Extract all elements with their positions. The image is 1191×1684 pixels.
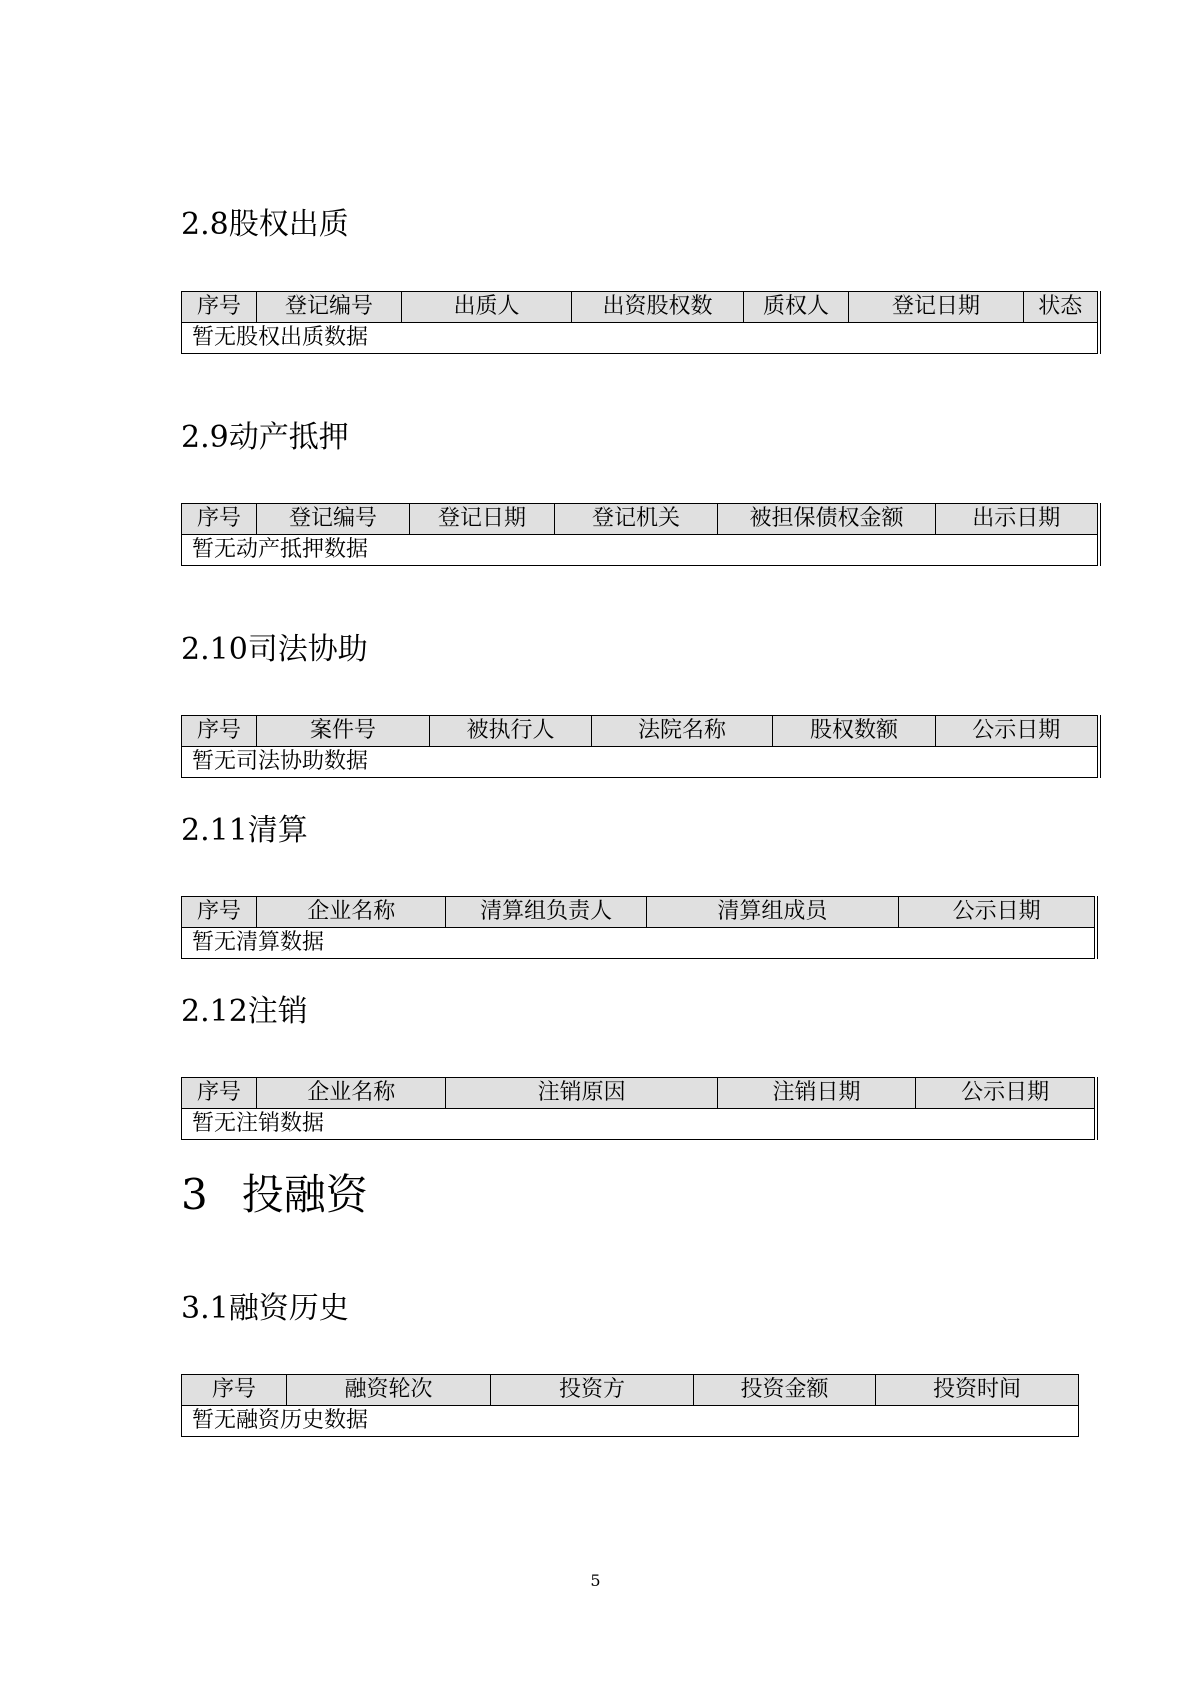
empty-row [182, 747, 1099, 778]
liquidation-table [181, 896, 1098, 959]
table-header-row [182, 292, 1099, 323]
column-header: 序号 [182, 504, 257, 535]
deregistration-table [181, 1077, 1098, 1140]
section-title-2-8: 2.8股权出质 [181, 207, 349, 242]
column-header: 序号 [182, 716, 257, 747]
column-header: 企业名称 [257, 897, 446, 928]
column-header: 企业名称 [257, 1078, 446, 1109]
column-header: 序号 [182, 292, 257, 323]
empty-row [182, 1109, 1097, 1140]
column-header: 被执行人 [430, 716, 592, 747]
empty-row [182, 323, 1099, 354]
column-header: 清算组成员 [646, 897, 898, 928]
table-header-row [182, 897, 1097, 928]
column-header: 被担保债权金额 [718, 504, 936, 535]
column-header: 登记编号 [257, 292, 402, 323]
chapter-name: 投融资 [241, 1170, 368, 1219]
chapter-number: 3 [181, 1170, 208, 1219]
column-header: 序号 [182, 1375, 287, 1406]
column-header: 登记日期 [410, 504, 555, 535]
column-header: 序号 [182, 1078, 257, 1109]
empty-message: 暂无注销数据 [182, 1109, 1097, 1140]
column-header: 出质人 [402, 292, 572, 323]
financing-history-table [181, 1374, 1079, 1437]
table-header-row [182, 716, 1099, 747]
column-header: 清算组负责人 [446, 897, 646, 928]
judicial-assistance-table [181, 715, 1101, 778]
section-title-3-1: 3.1融资历史 [181, 1291, 349, 1326]
empty-message: 暂无清算数据 [182, 928, 1097, 959]
column-header: 质权人 [744, 292, 849, 323]
section-title-2-11: 2.11清算 [181, 813, 308, 848]
chattel-mortgage-table [181, 503, 1101, 566]
empty-message: 暂无融资历史数据 [182, 1406, 1079, 1437]
empty-message: 暂无股权出质数据 [182, 323, 1099, 354]
column-header: 案件号 [257, 716, 430, 747]
column-header: 出示日期 [936, 504, 1099, 535]
column-header: 注销日期 [717, 1078, 915, 1109]
column-header: 融资轮次 [287, 1375, 491, 1406]
column-header: 投资金额 [694, 1375, 876, 1406]
empty-message: 暂无司法协助数据 [182, 747, 1099, 778]
column-header: 登记日期 [849, 292, 1024, 323]
section-title-2-10: 2.10司法协助 [181, 632, 368, 667]
column-header: 登记机关 [555, 504, 718, 535]
section-title-2-9: 2.9动产抵押 [181, 420, 349, 455]
column-header: 股权数额 [773, 716, 936, 747]
column-header: 公示日期 [936, 716, 1099, 747]
table-header-row [182, 1078, 1097, 1109]
column-header: 状态 [1024, 292, 1099, 323]
table-header-row [182, 1375, 1079, 1406]
column-header: 公示日期 [916, 1078, 1096, 1109]
section-title-2-12: 2.12注销 [181, 994, 308, 1029]
column-header: 投资方 [491, 1375, 694, 1406]
page-number: 5 [590, 1571, 601, 1590]
table-header-row [182, 504, 1099, 535]
column-header: 登记编号 [257, 504, 410, 535]
column-header: 序号 [182, 897, 257, 928]
column-header: 法院名称 [592, 716, 773, 747]
empty-row [182, 535, 1099, 566]
empty-row [182, 928, 1097, 959]
chapter-title-3 [181, 1172, 368, 1218]
empty-message: 暂无动产抵押数据 [182, 535, 1099, 566]
empty-row [182, 1406, 1079, 1437]
column-header: 公示日期 [899, 897, 1096, 928]
column-header: 出资股权数 [572, 292, 744, 323]
column-header: 注销原因 [446, 1078, 717, 1109]
column-header: 投资时间 [876, 1375, 1079, 1406]
equity-pledge-table [181, 291, 1101, 354]
